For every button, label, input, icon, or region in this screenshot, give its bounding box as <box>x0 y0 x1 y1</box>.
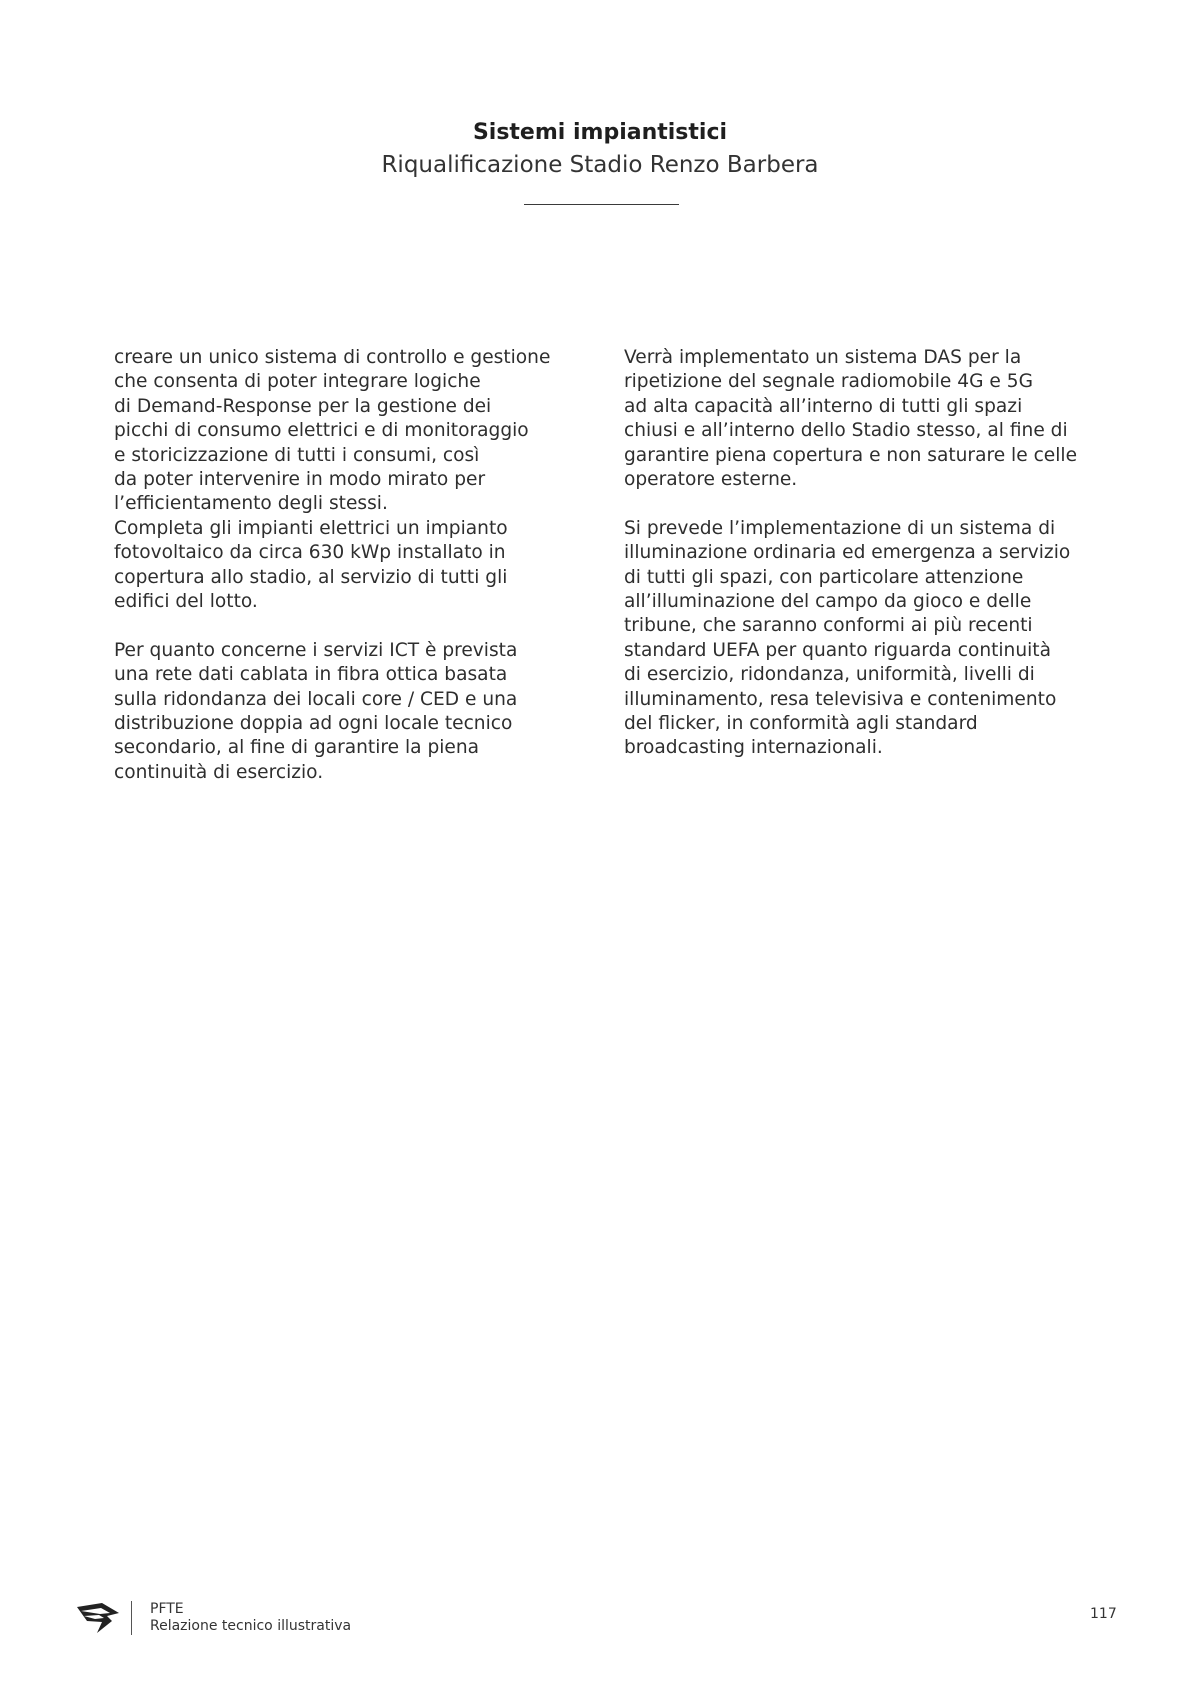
text-line: di tutti gli spazi, con particolare attenzione <box>624 566 1024 588</box>
paragraph <box>114 346 614 614</box>
text-line: illuminazione ordinaria ed emergenza a servizio <box>624 542 1071 564</box>
text-line: picchi di consumo elettrici e di monitoraggio <box>114 420 529 442</box>
text-line: continuità di esercizio. <box>114 761 324 783</box>
text-line: edifici del lotto. <box>114 591 258 613</box>
paragraph <box>114 639 614 785</box>
text-line: garantire piena copertura e non saturare le celle <box>624 444 1078 466</box>
text-line: Completa gli impianti elettrici un impianto <box>114 517 508 539</box>
text-line: ad alta capacità all’interno di tutti gli spazi <box>624 395 1023 417</box>
text-line: Si prevede l’implementazione di un sistema di <box>624 517 1056 539</box>
text-line: del flicker, in conformità agli standard <box>624 713 978 735</box>
right-column <box>624 346 1124 761</box>
page-number: 117 <box>1090 1606 1117 1622</box>
text-line: secondario, al fine di garantire la piena <box>114 737 480 759</box>
left-column <box>114 346 614 785</box>
text-line: broadcasting internazionali. <box>624 737 883 759</box>
footer-divider <box>131 1601 132 1635</box>
text-line: fotovoltaico da circa 630 kWp installato in <box>114 542 506 564</box>
title-divider <box>524 204 679 205</box>
text-line: operatore esterne. <box>624 469 798 491</box>
text-line: copertura allo stadio, al servizio di tutti gli <box>114 566 508 588</box>
text-line: di Demand-Response per la gestione dei <box>114 395 492 417</box>
text-line: illuminamento, resa televisiva e contenimento <box>624 688 1057 710</box>
text-line: chiusi e all’interno dello Stadio stesso, al fine di <box>624 420 1068 442</box>
text-line: Verrà implementato un sistema DAS per la <box>624 347 1022 368</box>
text-line: e storicizzazione di tutti i consumi, così <box>114 444 480 466</box>
page-title: Sistemi impiantistici <box>472 120 728 145</box>
paragraph <box>624 517 1124 761</box>
text-line: all’illuminazione del campo da gioco e delle <box>624 591 1032 613</box>
text-line: una rete dati cablata in fibra ottica basata <box>114 664 508 686</box>
text-line: creare un unico sistema di controllo e gestione <box>114 347 551 368</box>
text-line: che consenta di poter integrare logiche <box>114 371 481 393</box>
footer-project-code: PFTE <box>150 1601 184 1617</box>
footer-document-name: Relazione tecnico illustrativa <box>150 1618 352 1634</box>
text-line: sulla ridondanza dei locali core / CED e una <box>114 688 518 710</box>
text-line: tribune, che saranno conformi ai più recenti <box>624 615 1033 637</box>
text-line: ripetizione del segnale radiomobile 4G e 5G <box>624 371 1033 393</box>
page-subtitle: Riqualificazione Stadio Renzo Barbera <box>381 152 819 178</box>
text-line: di esercizio, ridondanza, uniformità, livelli di <box>624 664 1035 686</box>
page-header <box>0 118 1200 181</box>
text-line: standard UEFA per quanto riguarda continuità <box>624 639 1051 661</box>
footer-caption <box>150 1601 351 1635</box>
text-line: Per quanto concerne i servizi ICT è prevista <box>114 639 518 661</box>
text-line: da poter intervenire in modo mirato per <box>114 469 486 491</box>
text-line: l’efficientamento degli stessi. <box>114 493 388 515</box>
eagle-logo-icon <box>76 1600 120 1636</box>
text-line: distribuzione doppia ad ogni locale tecnico <box>114 713 513 735</box>
paragraph <box>624 346 1124 492</box>
